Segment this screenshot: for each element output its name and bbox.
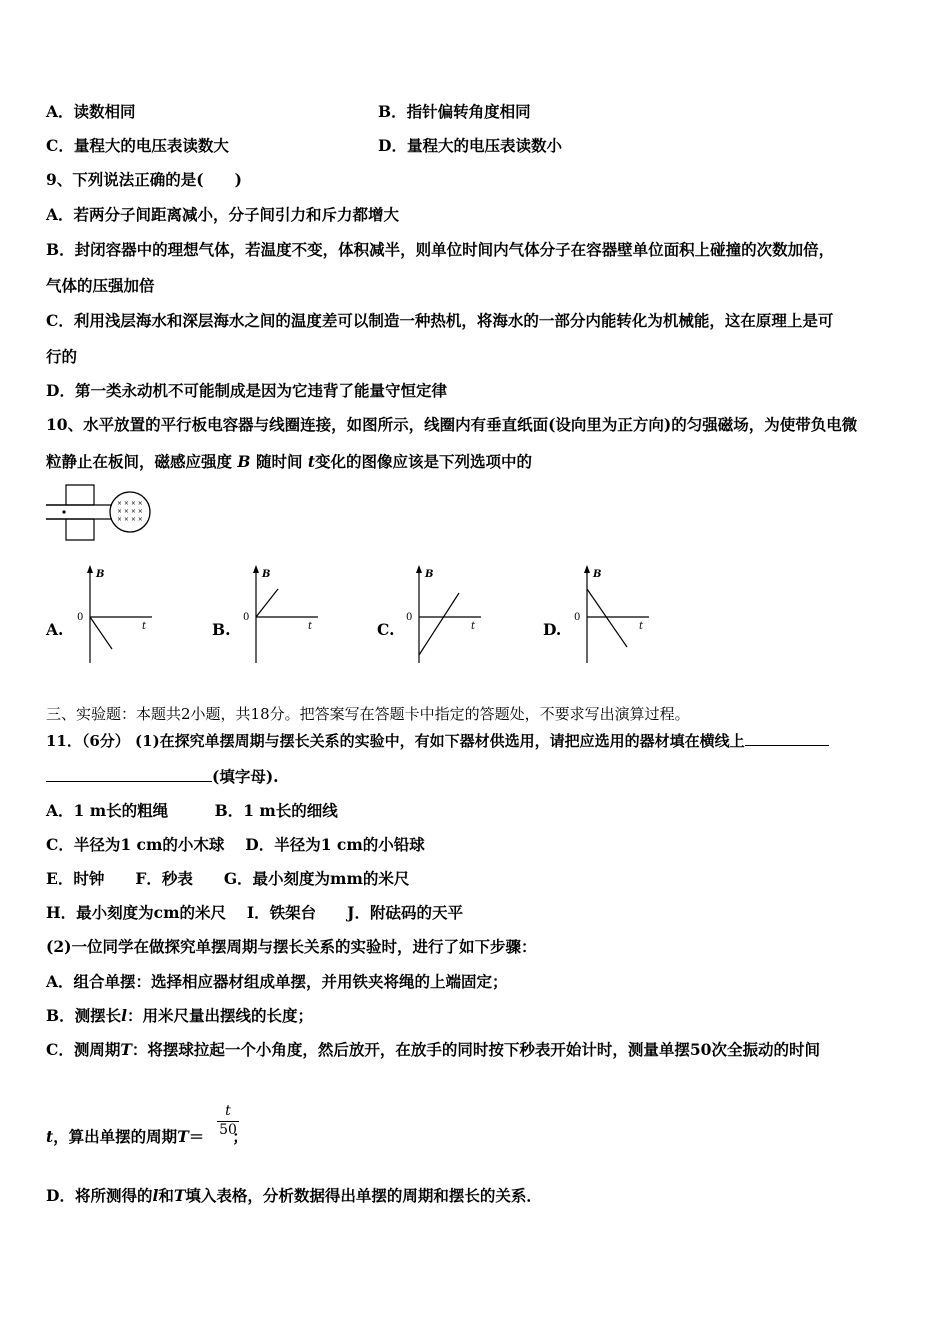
axis-b-label: B bbox=[262, 569, 271, 580]
q11-part1-stem-end bbox=[46, 767, 279, 787]
q8-option-c: C．量程大的电压表读数大 bbox=[46, 136, 229, 155]
q10-stem-line2 bbox=[46, 452, 532, 472]
q11-var-l: l bbox=[121, 1006, 127, 1025]
q9-stem: 9、下列说法正确的是( ) bbox=[46, 170, 242, 189]
q11-var-l2: l bbox=[152, 1186, 159, 1205]
q11-part1-text: 11．（6分） (1)在探究单摆周期与摆长关系的实验中，有如下器材供选用，请把应选用的器材填在横线上 bbox=[46, 732, 745, 750]
q9-option-a: A．若两分子间距离减小，分子间引力和斥力都增大 bbox=[46, 205, 400, 224]
q8-option-d: D．量程大的电压表读数小 bbox=[378, 136, 562, 155]
q11-var-T3: T bbox=[173, 1186, 186, 1205]
q11-step-c-cont-text: ，算出单摆的周期 bbox=[53, 1127, 178, 1146]
q11-var-T2: T bbox=[177, 1127, 189, 1146]
q11-step-c-pre: C．测周期 bbox=[46, 1040, 121, 1059]
q11-materials-3: E．时钟 F．秒表 G．最小刻度为mm的米尺 bbox=[46, 869, 410, 888]
q11-step-d bbox=[46, 1186, 542, 1206]
period-fraction bbox=[215, 1103, 241, 1138]
section-3-heading: 三、实验题：本题共2小题，共18分。把答案写在答题卡中指定的答题处，不要求写出演算过程。 bbox=[46, 705, 690, 723]
q11-equals: ＝ bbox=[188, 1127, 205, 1146]
q11-materials-4: H．最小刻度为cm的米尺 I．铁架台 J．附砝码的天平 bbox=[46, 903, 463, 922]
q11-step-b bbox=[46, 1006, 313, 1026]
q11-step-b-pre: B．测摆长 bbox=[46, 1006, 122, 1025]
q8-option-b: B．指针偏转角度相同 bbox=[378, 102, 531, 121]
axis-t-label: t bbox=[639, 621, 644, 632]
q10-option-c-label: C. bbox=[377, 620, 395, 639]
q11-part2-stem: (2)一位同学在做探究单摆周期与摆长关系的实验时，进行了如下步骤： bbox=[46, 937, 537, 956]
q10-stem-mid: 随时间 bbox=[255, 452, 303, 471]
q11-part1-stem bbox=[46, 731, 829, 751]
q10-option-b-label: B. bbox=[212, 620, 231, 639]
q11-materials-1: A．1 m长的粗绳 B．1 m长的细线 bbox=[46, 801, 338, 820]
axis-b-label: B bbox=[425, 569, 434, 580]
graph-d bbox=[571, 565, 655, 665]
q11-var-T: T bbox=[120, 1040, 132, 1059]
q9-option-c-line1: C．利用浅层海水和深层海水之间的温度差可以制造一种热机，将海水的一部分内能转化为机械能，这在原理上是可 bbox=[46, 311, 834, 330]
q11-step-d-and: 和 bbox=[158, 1186, 174, 1205]
q10-stem-pre: 粒静止在板间，磁感应强度 bbox=[46, 452, 233, 471]
answer-blank-2[interactable] bbox=[46, 767, 212, 782]
q11-part1-end: (填字母). bbox=[212, 767, 279, 786]
q10-option-a-label: A. bbox=[46, 620, 64, 639]
axis-t-label: t bbox=[308, 621, 313, 632]
q10-stem-post: 变化的图像应该是下列选项中的 bbox=[315, 452, 533, 471]
fraction-numerator: t bbox=[225, 1103, 231, 1119]
q11-step-d-post: 填入表格，分析数据得出单摆的周期和摆长的关系． bbox=[185, 1186, 542, 1205]
q9-option-c-line2: 行的 bbox=[46, 347, 78, 366]
q11-step-c-end: ； bbox=[232, 1127, 248, 1146]
q11-step-c bbox=[46, 1040, 820, 1060]
axis-t-label: t bbox=[142, 621, 147, 632]
fraction-denominator: 50 bbox=[219, 1122, 237, 1138]
origin-label: 0 bbox=[77, 612, 84, 623]
q9-option-d: D．第一类永动机不可能制成是因为它违背了能量守恒定律 bbox=[46, 381, 447, 400]
q8-option-a: A．读数相同 bbox=[46, 102, 136, 121]
graph-b bbox=[240, 565, 324, 665]
origin-label: 0 bbox=[243, 612, 250, 623]
axis-t-label: t bbox=[471, 621, 476, 632]
origin-label: 0 bbox=[574, 612, 581, 623]
svg-text:× × × ×: × × × × bbox=[117, 500, 143, 507]
svg-text:× × × ×: × × × × bbox=[117, 508, 143, 515]
axis-b-label: B bbox=[96, 569, 105, 580]
q10-var-b: B bbox=[237, 452, 251, 471]
q9-option-b-line1: B．封闭容器中的理想气体，若温度不变，体积减半，则单位时间内气体分子在容器壁单位面积上碰撞的次数加倍， bbox=[46, 240, 835, 259]
q11-step-a: A．组合单摆：选择相应器材组成单摆，并用铁夹将绳的上端固定； bbox=[46, 972, 508, 991]
graph-a bbox=[74, 565, 158, 665]
q11-step-c-post: ：将摆球拉起一个小角度，然后放开，在放手的同时按下秒表开始计时，测量单摆50次全振动的时间 bbox=[131, 1040, 820, 1059]
origin-label: 0 bbox=[406, 612, 413, 623]
q10-option-d-label: D. bbox=[543, 620, 562, 639]
q11-step-b-post: ：用米尺量出摆线的长度； bbox=[127, 1006, 314, 1025]
graph-c bbox=[403, 565, 487, 665]
q11-var-t: t bbox=[46, 1127, 54, 1146]
capacitor-coil-figure bbox=[44, 482, 154, 542]
q10-var-t: t bbox=[307, 452, 316, 471]
q9-option-b-line2: 气体的压强加倍 bbox=[46, 276, 155, 295]
q10-stem-line1: 10、水平放置的平行板电容器与线圈连接，如图所示，线圈内有垂直纸面(设向里为正方向)的匀强磁场，为使带负电微 bbox=[46, 415, 858, 434]
q11-step-d-pre: D．将所测得的 bbox=[46, 1186, 153, 1205]
answer-blank-1[interactable] bbox=[745, 731, 829, 746]
axis-b-label: B bbox=[593, 569, 602, 580]
svg-text:× × × ×: × × × × bbox=[117, 516, 143, 523]
q11-materials-2: C．半径为1 cm的小木球 D．半径为1 cm的小铅球 bbox=[46, 835, 425, 854]
